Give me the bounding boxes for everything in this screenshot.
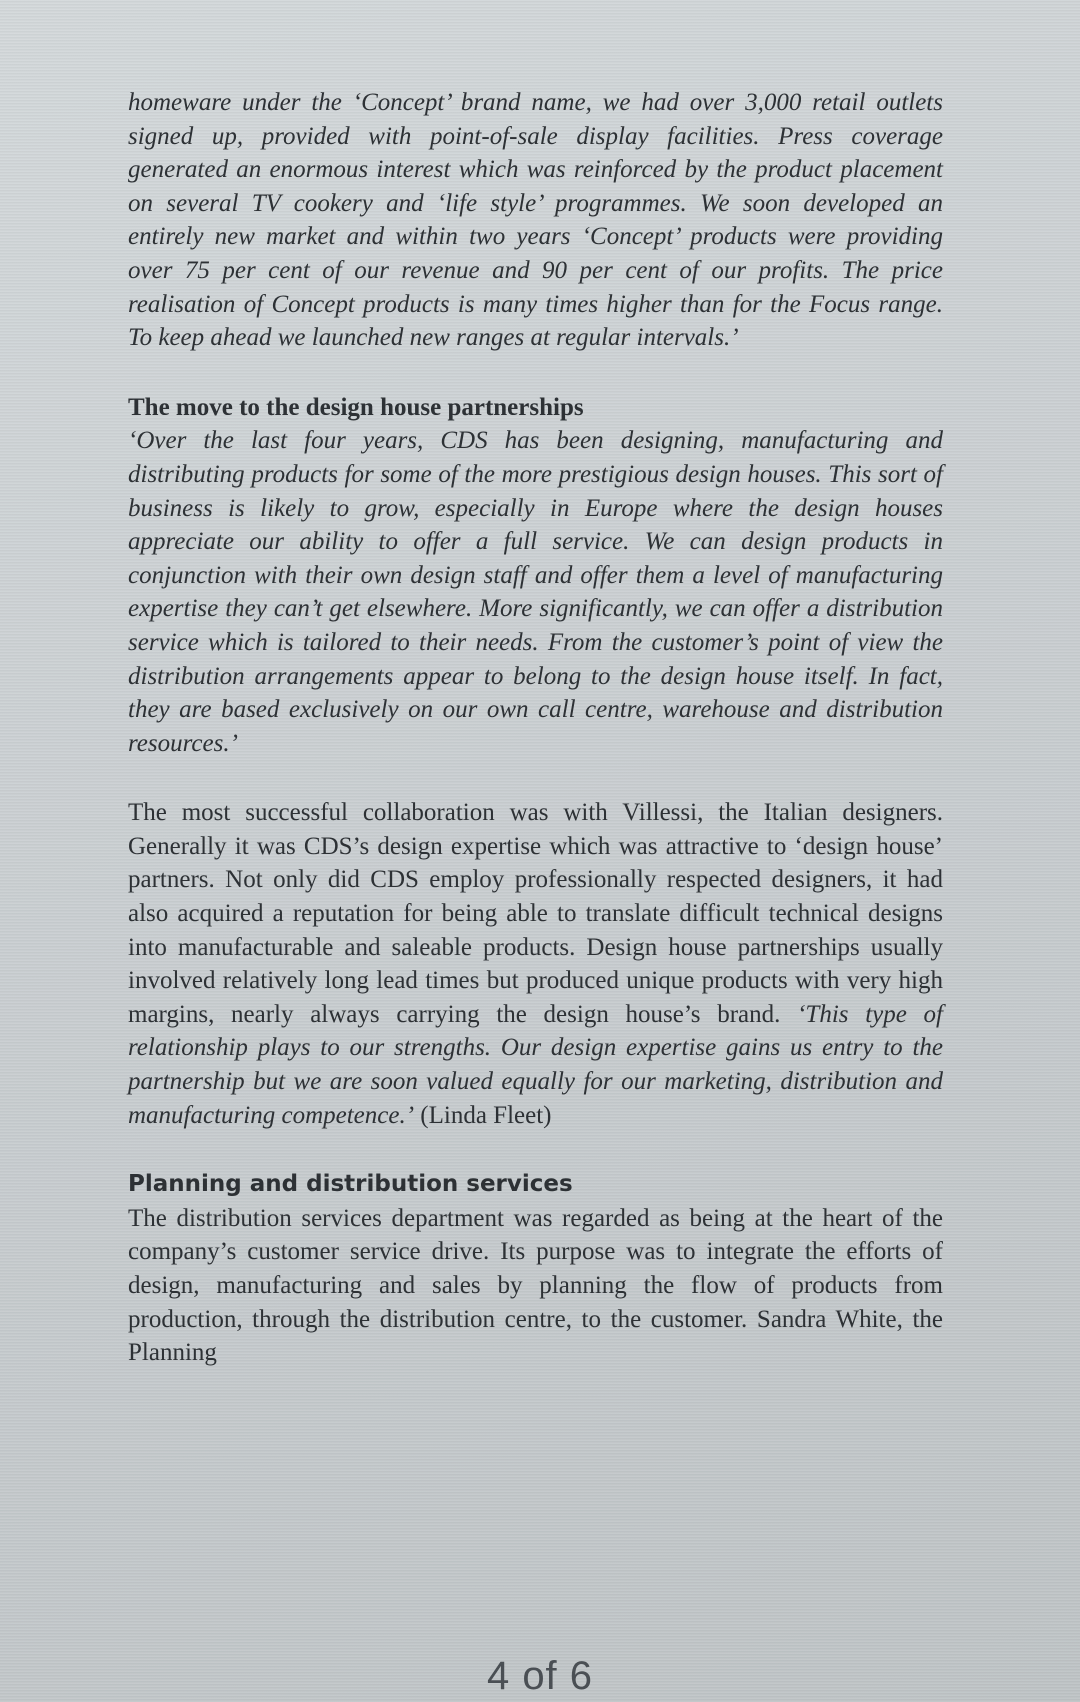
planning-paragraph: The distribution services department was regarded as being at the heart of the company’s customer service drive. Its purpose was to integrate the efforts of design, manufacturing and sales by planning the flow of products from production, through the distribution centre, to the customer. Sandra White, the Planning bbox=[128, 1204, 943, 1367]
intro-paragraph: homeware under the ‘Concept’ brand name, we had over 3,000 retail outlets signed up, provided with point-of-sale display facilities. Press coverage generated an enormous interest which was reinforced by the product placement on several TV cookery and ‘life style’ programmes. We soon developed an entirely new market and within two years ‘Concept’ products were providing over 75 per cent of our revenue and 90 per cent of our profits. The price realisation of Concept products is many times higher than for the Focus range. To keep ahead we launched new ranges at regular intervals.’ bbox=[128, 89, 943, 352]
section-heading-planning: Planning and distribution services bbox=[128, 1171, 573, 1198]
quote-attribution: (Linda Fleet) bbox=[414, 1101, 552, 1129]
collaboration-text: The most successful collaboration was with Villessi, the Italian designers. Generally it was CDS’s design expertise which was attractive to ‘design house’ partners. Not only did CDS employ professionally respected designers, it had also acquired a reputation for being able to translate difficult technical designs into manufacturable and saleable products. Design house partnerships usually involved relatively long lead times but produced unique products with very high margins, nearly always carrying the design house’s brand. bbox=[128, 799, 943, 1028]
page-indicator: 4 of 6 bbox=[486, 1654, 594, 1698]
collaboration-paragraph bbox=[128, 796, 943, 1132]
document-page bbox=[128, 86, 943, 1370]
collaboration-quote: ‘This type of relationship plays to our strengths. Our design expertise gains us entry to the partnership but we are soon valued equally for our marketing, distribution and manufacturing competence.’ bbox=[128, 1000, 943, 1129]
design-house-quote: ‘Over the last four years, CDS has been designing, manufacturing and distributing products for some of the more prestigious design houses. This sort of business is likely to grow, especially in Europe where the design houses appreciate our ability to offer a full service. We can design products in conjunction with their own design staff and offer them a level of manufacturing expertise they can’t get elsewhere. More significantly, we can offer a distribution service which is tailored to their needs. From the customer’s point of view the distribution arrangements appear to belong to the design house itself. In fact, they are based exclusively on our own call centre, warehouse and distribution resources.’ bbox=[128, 427, 943, 757]
section-heading-design-house: The move to the design house partnerships bbox=[128, 393, 584, 421]
